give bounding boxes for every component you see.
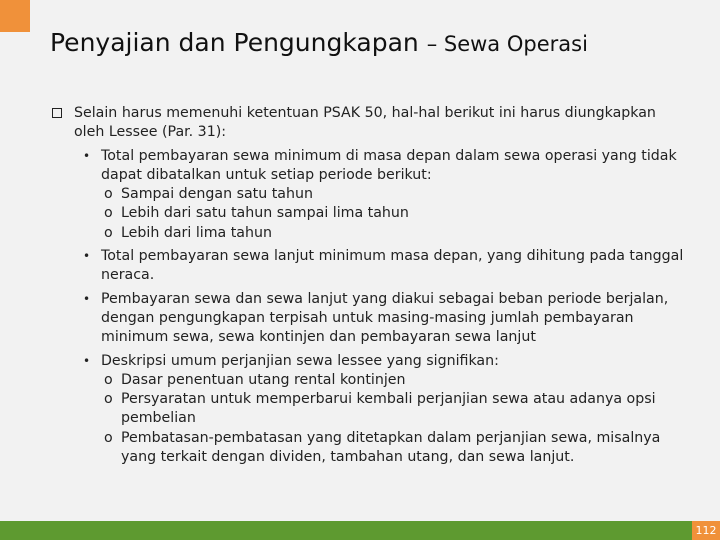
sub-list-item-text: Persyaratan untuk memperbarui kembali perjanjian sewa atau adanya opsi pembelian (121, 391, 656, 427)
accent-square (0, 0, 30, 32)
circle-bullet-icon: o (104, 429, 113, 446)
sub-list-item-text: Dasar penentuan utang rental kontinjen (121, 371, 406, 388)
title-sub: – Sewa Operasi (426, 32, 588, 56)
slide-title (50, 28, 588, 57)
list-item (50, 247, 690, 286)
footer-bar (0, 521, 692, 540)
bullet-dot-icon: • (83, 148, 91, 163)
sub-list-item (50, 429, 690, 468)
intro-text: Selain harus memenuhi ketentuan PSAK 50, hal-hal berikut ini harus diungkapkan oleh Lessee (Par. 31): (74, 105, 656, 141)
sub-list-item-text: Lebih dari satu tahun sampai lima tahun (121, 205, 409, 222)
list-item (50, 352, 690, 371)
sub-list-item-text: Sampai dengan satu tahun (121, 186, 313, 203)
bullet-dot-icon: • (83, 249, 91, 264)
square-bullet-icon (52, 108, 62, 118)
circle-bullet-icon: o (104, 186, 113, 203)
circle-bullet-icon: o (104, 391, 113, 408)
list-item-text: Deskripsi umum perjanjian sewa lessee yang signifikan: (101, 352, 499, 369)
list-item-text: Total pembayaran sewa lanjut minimum masa depan, yang dihitung pada tanggal neraca. (101, 248, 684, 284)
list-item (50, 147, 690, 186)
sub-list-item (50, 185, 690, 204)
bullet-dot-icon: • (83, 291, 91, 306)
sub-list-item (50, 224, 690, 243)
sub-list-item-text: Pembatasan-pembatasan yang ditetapkan dalam perjanjian sewa, misalnya yang terkait dengan dividen, tambahan utang, dan sewa lanjut. (121, 429, 661, 466)
intro-bullet (50, 104, 690, 143)
title-main: Penyajian dan Pengungkapan (50, 28, 419, 57)
list-item-text: Pembayaran sewa dan sewa lanjut yang diakui sebagai beban periode berjalan, dengan pengungkapan terpisah untuk masing-masing jumlah pembayaran minimum sewa, sewa kontinjen dan pembayaran sewa lanjut (101, 290, 669, 346)
list-item (50, 290, 690, 348)
list-item-text: Total pembayaran sewa minimum di masa depan dalam sewa operasi yang tidak dapat dibatalkan untuk setiap periode berikut: (101, 147, 677, 183)
sub-list-item (50, 390, 690, 429)
bullet-dot-icon: • (83, 353, 91, 368)
sub-list-item-text: Lebih dari lima tahun (121, 224, 272, 241)
circle-bullet-icon: o (104, 224, 113, 241)
sub-list-item (50, 204, 690, 223)
sub-list-item (50, 371, 690, 390)
page-number: 112 (692, 521, 720, 540)
circle-bullet-icon: o (104, 371, 113, 388)
slide-content (50, 104, 690, 467)
circle-bullet-icon: o (104, 205, 113, 222)
